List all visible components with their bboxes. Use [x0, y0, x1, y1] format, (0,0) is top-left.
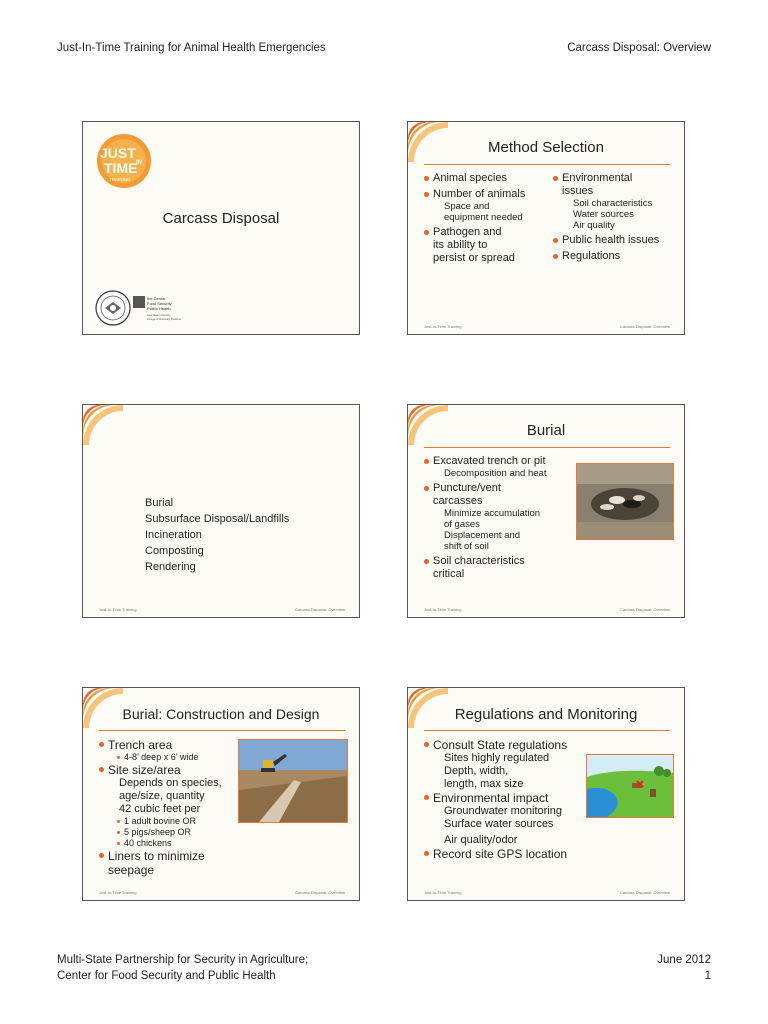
sub-bullet-item: Water sources [573, 209, 634, 220]
methods-list [145, 495, 289, 575]
slide-footer-left: Just-In-Time Training [99, 890, 137, 895]
sub-bullet-item: Minimize accumulation [444, 508, 541, 519]
slide-footer-left: Just-In-Time Training [99, 607, 137, 612]
slide-method-selection [407, 121, 685, 335]
sub-bullet-item: Depth, width, [444, 765, 509, 777]
bullet-continuation: issues [562, 185, 594, 197]
just-in-time-logo [95, 132, 153, 190]
bullet-item: Environmental impact [424, 791, 589, 805]
bullet-continuation: critical [433, 568, 465, 580]
page-number: 1 [704, 970, 711, 982]
sub-bullet-item: 4-8’ deep x 6’ wide [99, 752, 249, 763]
sub-bullet-item: 42 cubic feet per [119, 803, 201, 815]
bullet-list [99, 738, 249, 877]
logo-training: TRAINING [109, 177, 131, 182]
bullet-item: Site size/area [99, 763, 249, 777]
bullet-item: Trench area [99, 738, 249, 752]
sub-bullet-item: Surface water sources [444, 818, 554, 830]
bullet-item: Consult State regulations [424, 738, 589, 752]
sub-bullet-item: Groundwater monitoring [444, 805, 563, 817]
slide-title: Burial: Construction and Design [122, 706, 320, 722]
footer-date: June 2012 [657, 954, 711, 966]
bullet-list [424, 738, 589, 861]
title-divider [99, 730, 345, 731]
burial-pit-photo [576, 463, 674, 540]
bullet-list-right [553, 172, 681, 263]
slide-title: Method Selection [488, 139, 604, 156]
bullet-item: Number of animals [424, 188, 556, 201]
bullet-item: Liners to minimize seepage [99, 849, 249, 877]
cfsph-line5: College of Veterinary Medicine [147, 318, 181, 321]
slide-footer-right: Carcass Disposal: Overview [619, 324, 670, 329]
slide-title: Regulations and Monitoring [454, 706, 638, 723]
title-divider [424, 447, 670, 448]
sub-bullet-item: 1 adult bovine OR [99, 816, 249, 827]
method-item: Burial [145, 497, 174, 509]
sub-bullet-item: age/size, quantity [119, 790, 205, 802]
logo-time: TIME [104, 160, 138, 176]
footer-org-line1: Multi-State Partnership for Security in Agriculture; [57, 954, 309, 966]
sub-bullet-item: of gases [444, 519, 480, 530]
bullet-item: Puncture/vent [424, 482, 584, 495]
slide-carcass-disposal [82, 121, 360, 335]
bullet-item: Excavated trench or pit [424, 455, 584, 468]
sub-bullet-item: Air quality/odor [444, 834, 518, 846]
bullet-item: Environmental [553, 172, 681, 185]
method-item: Subsurface Disposal/Landfills [145, 513, 290, 525]
logo-just: JUST [100, 145, 136, 161]
bullet-item: Public health issues [553, 234, 681, 247]
sub-bullet-item: shift of soil [444, 541, 489, 552]
sub-bullet-item: Decomposition and heat [444, 468, 547, 479]
method-item: Rendering [145, 561, 196, 573]
slide-footer-left: Just-In-Time Training [424, 890, 462, 895]
bullet-list [424, 455, 584, 581]
bullet-item: Animal species [424, 172, 556, 185]
bullet-continuation: its ability to [433, 239, 488, 251]
sub-bullet-item: length, max size [444, 778, 524, 790]
slide-burial-construction [82, 687, 360, 901]
slide-title: Carcass Disposal [162, 210, 280, 227]
bullet-item: Record site GPS location [424, 847, 589, 861]
slide-footer-right: Carcass Disposal: Overview [619, 890, 670, 895]
slide-title: Burial [526, 422, 566, 439]
sub-bullet-item: Sites highly regulated [444, 752, 550, 764]
method-item: Incineration [145, 529, 202, 541]
page-footer-left [57, 952, 308, 984]
sub-bullet-item: equipment needed [444, 212, 523, 223]
corner-arcs-decoration [83, 405, 123, 445]
bullet-continuation: carcasses [433, 495, 483, 507]
sub-bullet-item: Displacement and [444, 530, 521, 541]
title-divider [424, 730, 670, 731]
sub-bullet-item: 5 pigs/sheep OR [99, 827, 249, 838]
sub-bullet-item: Soil characteristics [573, 198, 653, 209]
usda-seal-icon [95, 290, 131, 326]
title-divider [424, 164, 670, 165]
sub-bullet-item: Depends on species, [119, 777, 222, 789]
cfsph-line1: the Center [147, 296, 166, 301]
slide-burial [407, 404, 685, 618]
sub-bullet-item: Space and [444, 201, 490, 212]
bullet-item: Soil characteristics [424, 555, 584, 568]
page-header-left: Just-In-Time Training for Animal Health Emergencies [57, 42, 326, 54]
bullet-continuation: persist or spread [433, 252, 515, 264]
trench-excavation-photo [238, 739, 348, 823]
bullet-list-left [424, 172, 556, 265]
cfsph-logo [133, 294, 193, 324]
logo-in: IN [136, 160, 142, 166]
footer-org-line2: Center for Food Security and Public Health [57, 970, 276, 982]
slide-footer-left: Just-In-Time Training [424, 607, 462, 612]
slide-footer-right: Carcass Disposal: Overview [294, 890, 345, 895]
slide-disposal-methods [82, 404, 360, 618]
slide-footer-right: Carcass Disposal: Overview [294, 607, 345, 612]
page-footer-right [657, 952, 711, 984]
slide-regulations-monitoring [407, 687, 685, 901]
page-header-right: Carcass Disposal: Overview [567, 42, 711, 54]
bullet-item: Pathogen and [424, 226, 556, 239]
sub-bullet-item: 40 chickens [99, 838, 249, 849]
cfsph-line2: Food Security [147, 301, 172, 306]
site-diagram-illustration [586, 754, 674, 818]
slide-footer-left: Just-In-Time Training [424, 324, 462, 329]
cfsph-line3: Public Health [147, 306, 171, 311]
cfsph-line4: Iowa State University [147, 314, 171, 317]
method-item: Composting [145, 545, 204, 557]
bullet-item: Regulations [553, 250, 681, 263]
sub-bullet-item: Air quality [573, 220, 615, 231]
slide-footer-right: Carcass Disposal: Overview [619, 607, 670, 612]
